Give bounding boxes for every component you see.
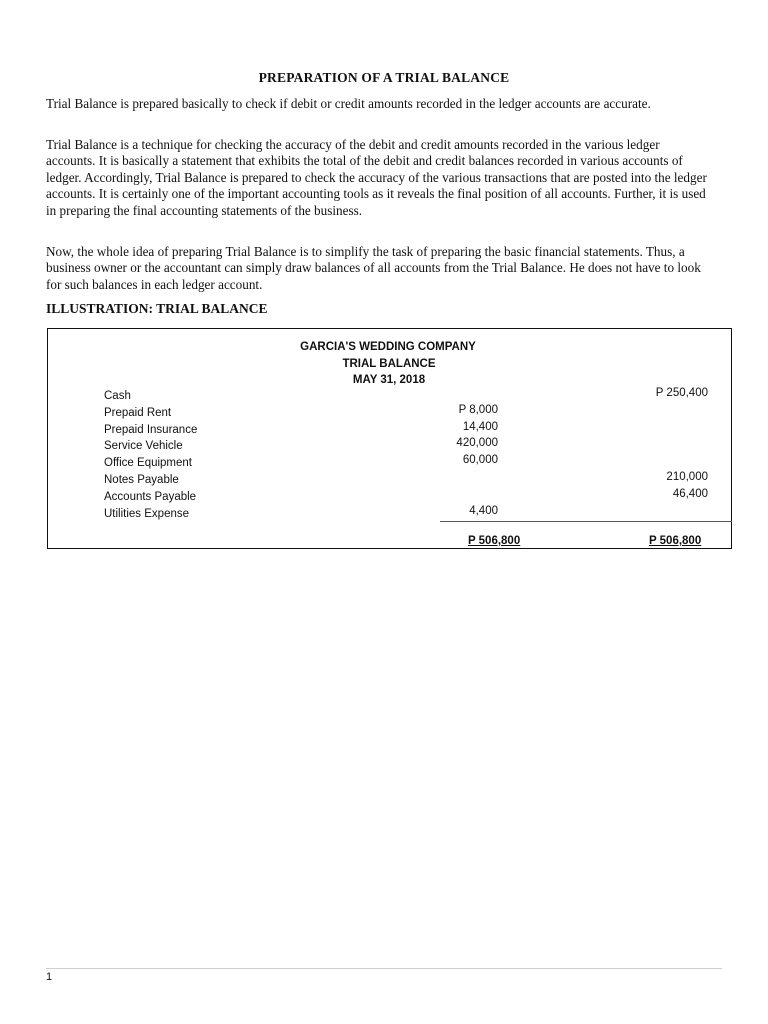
account-name: Prepaid Insurance	[104, 424, 198, 436]
debit-amount: 4,400	[469, 505, 498, 517]
table-row	[48, 437, 730, 457]
company-name: GARCIA'S WEDDING COMPANY	[300, 341, 476, 353]
debit-amount: 14,400	[462, 421, 498, 433]
account-name: Office Equipment	[104, 457, 193, 469]
paragraph-3: Now, the whole idea of preparing Trial Balance is to simplify the task of preparing the basic financial statements. Thus, a business owner or the accountant can simply draw balances of all accounts from the Trial Balance. He does not have to look for such balances in each ledger account.	[46, 244, 701, 292]
table-row	[48, 488, 730, 508]
footer-divider	[46, 968, 722, 969]
debit-amount: 60,000	[462, 454, 498, 466]
table-row	[48, 404, 730, 424]
table-row	[48, 387, 730, 407]
account-name: Notes Payable	[104, 474, 179, 486]
credit-amount: 46,400	[672, 488, 708, 500]
total-debit: P 506,800	[468, 535, 521, 547]
section-heading: ILLUSTRATION: TRIAL BALANCE	[46, 301, 268, 316]
statement-date: MAY 31, 2018	[352, 374, 426, 386]
account-name: Utilities Expense	[104, 508, 190, 520]
debit-amount: P 8,000	[458, 404, 498, 416]
paragraph-1: Trial Balance is prepared basically to check if debit or credit amounts recorded in the ledger accounts are accurate.	[46, 96, 651, 111]
account-name: Cash	[104, 390, 131, 402]
account-name: Prepaid Rent	[104, 407, 172, 419]
page-number: 1	[46, 971, 53, 983]
paragraph-2: Trial Balance is a technique for checking the accuracy of the debit and credit amounts recorded in the various ledger accounts. It is basically a statement that exhibits the total of the debit and credit balances recorded in various accounts of ledger. Accordingly, Trial Balance is prepared to check the accuracy of the various transactions that are posted into the ledger accounts. It is certainly one of the important accounting tools as it reveals the final position of all accounts. Further, it is used in preparing the final accounting statements of the business.	[46, 137, 707, 218]
credit-amount: P 250,400	[655, 387, 708, 399]
debit-amount: 420,000	[456, 437, 498, 449]
account-name: Accounts Payable	[104, 491, 197, 503]
table-row	[48, 505, 730, 525]
trial-balance-table	[47, 328, 732, 549]
credit-amount: 210,000	[666, 471, 708, 483]
table-row	[48, 421, 730, 441]
total-credit: P 506,800	[649, 535, 702, 547]
account-name: Service Vehicle	[104, 440, 183, 452]
page-title: PREPARATION OF A TRIAL BALANCE	[258, 70, 510, 85]
statement-title: TRIAL BALANCE	[342, 358, 436, 370]
total-divider	[440, 521, 732, 522]
